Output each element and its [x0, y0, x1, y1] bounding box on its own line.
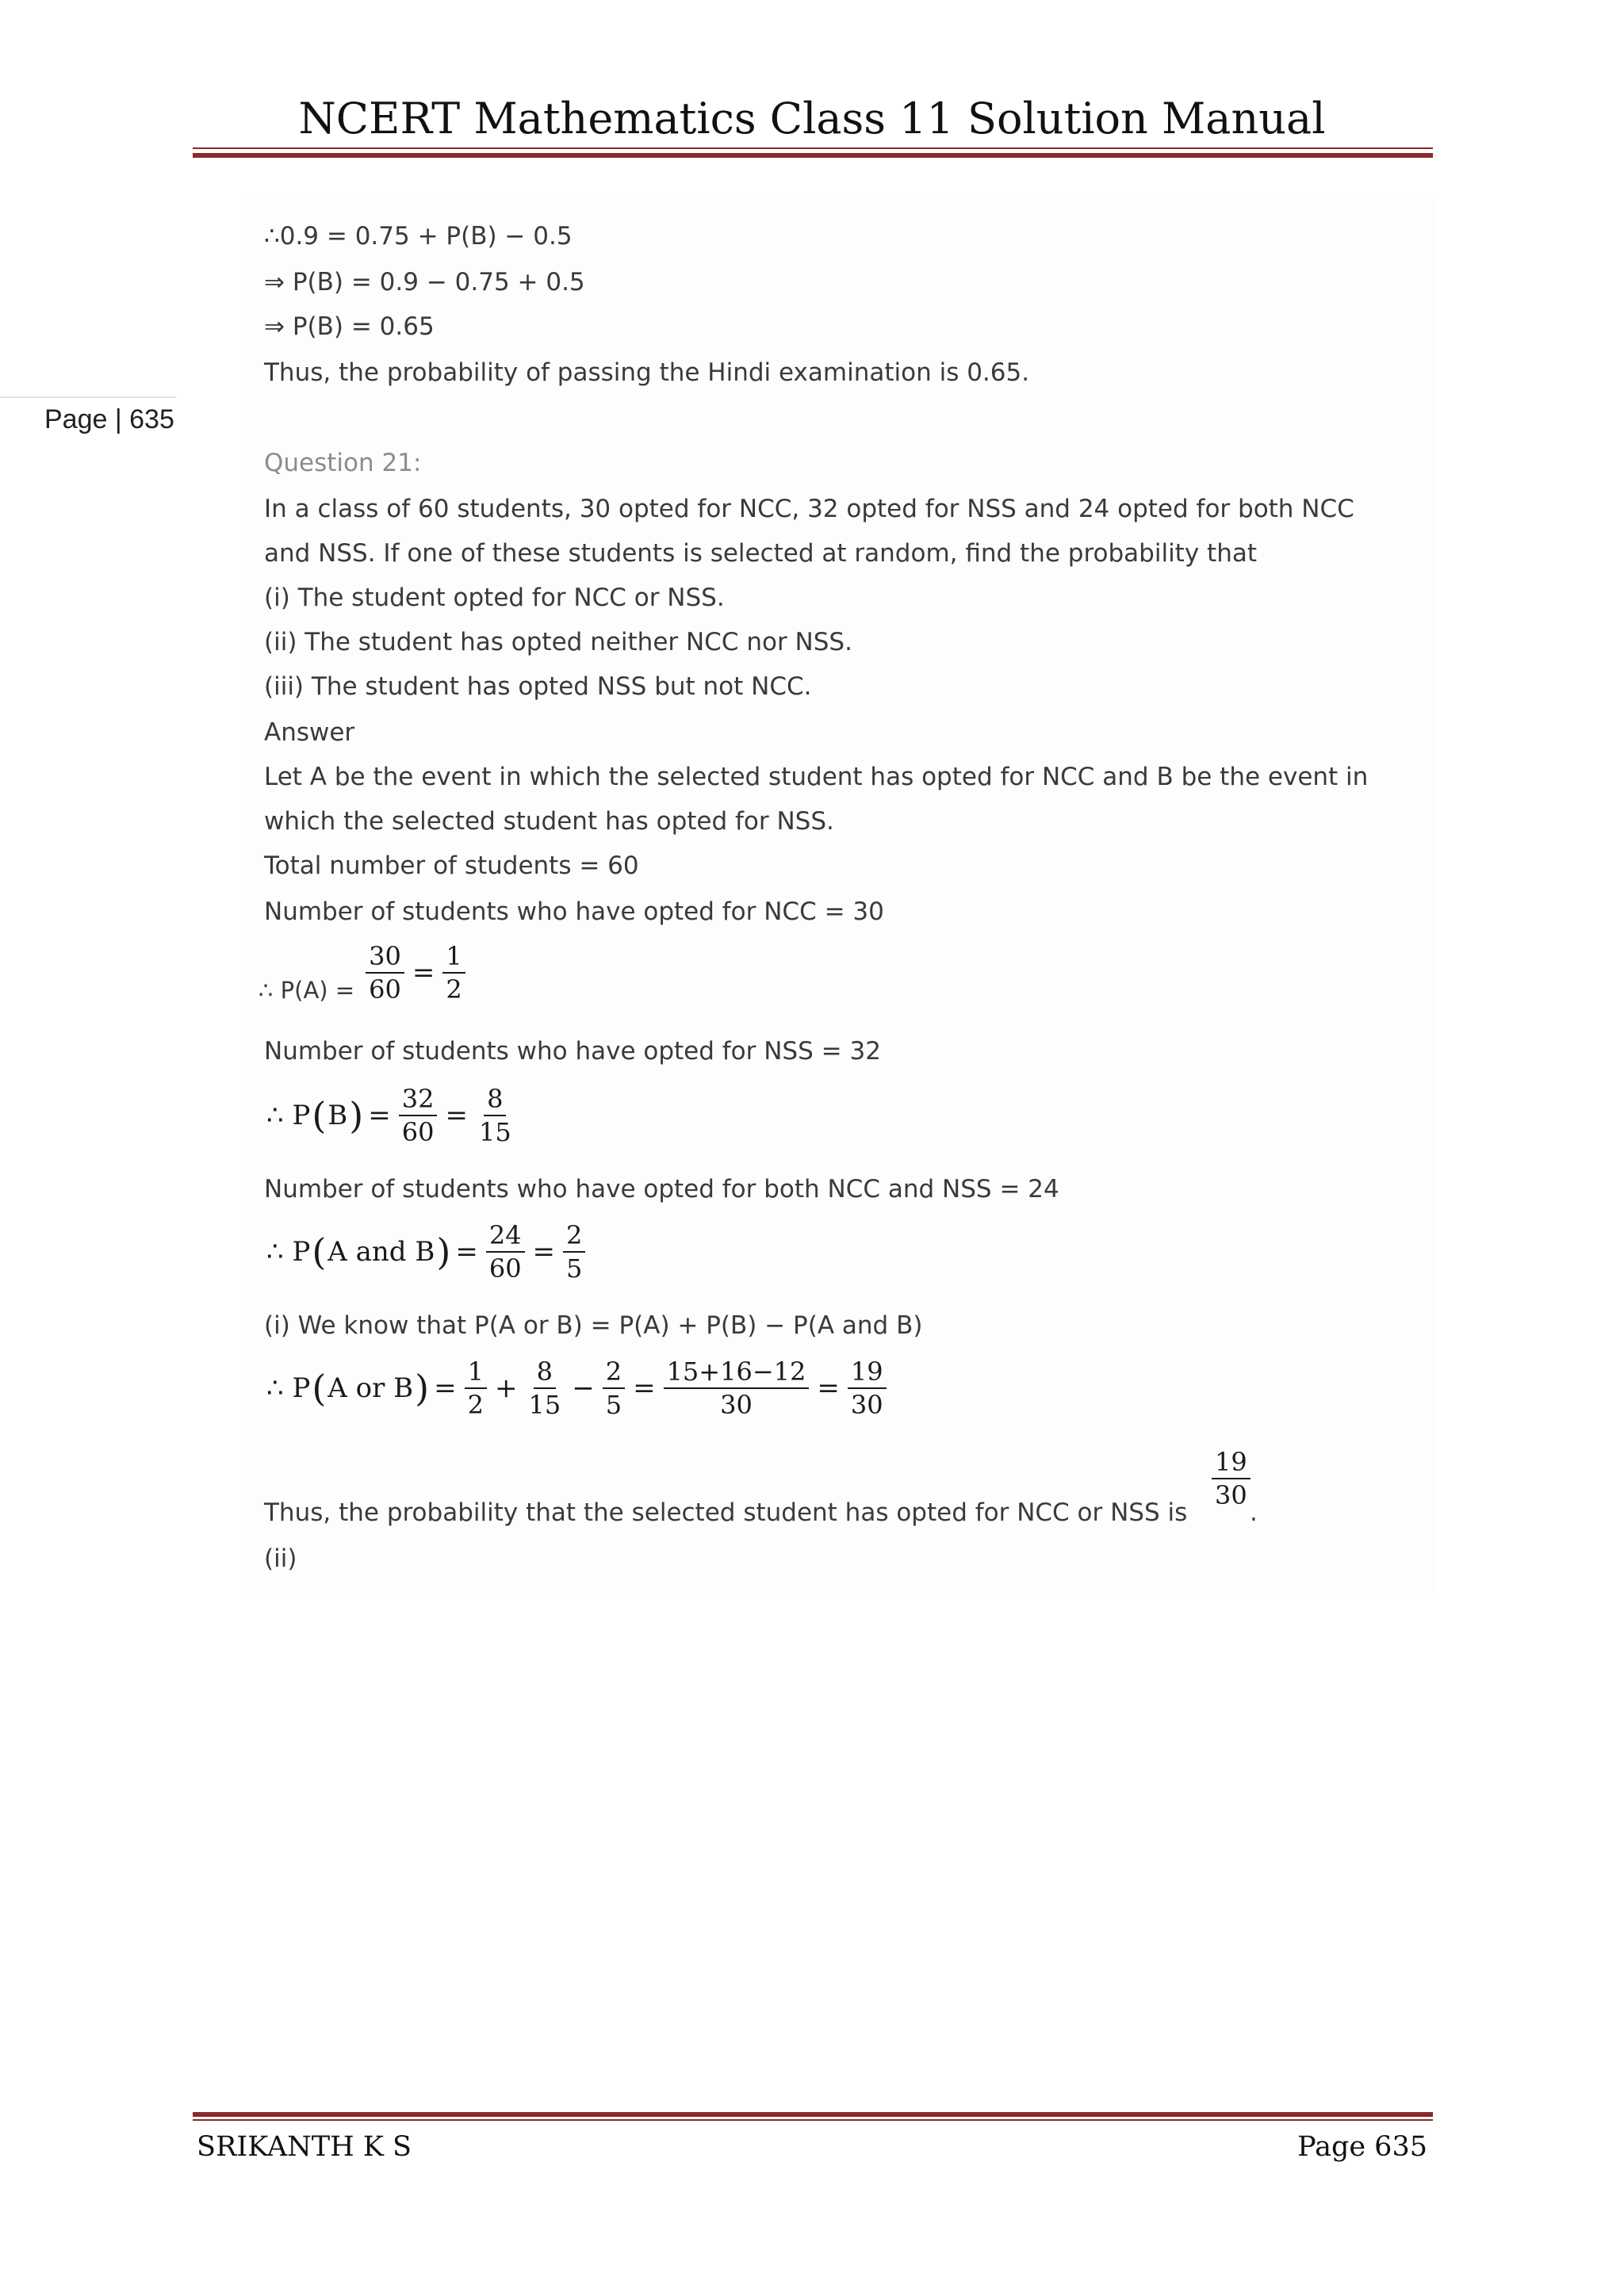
paorb-plus: + [494, 1372, 518, 1404]
answer-ncc-count: Number of students who have opted for NCC = 30 [264, 897, 884, 926]
pab-f1-num: 24 [486, 1219, 525, 1253]
final-num: 19 [1212, 1446, 1251, 1479]
pb-open-paren: ( [312, 1094, 327, 1137]
question-part-i: (i) The student opted for NCC or NSS. [264, 584, 725, 612]
paorb-f3-num: 2 [603, 1356, 625, 1389]
paorb-f5-den: 30 [850, 1390, 883, 1420]
side-page-number: Page | 635 [44, 404, 174, 434]
paorb-equals-1: = [434, 1372, 457, 1404]
step-line-2: ⇒ P(B) = 0.9 − 0.75 + 0.5 [264, 268, 585, 297]
pab-open-paren: ( [312, 1230, 327, 1273]
final-frac [1212, 1446, 1251, 1511]
paorb-open-paren: ( [312, 1367, 327, 1410]
question-part-iii: (iii) The student has opted NSS but not NCC. [264, 672, 812, 701]
pab-fraction-2 [563, 1219, 585, 1284]
answer-conclusion-period: . [1250, 1498, 1258, 1527]
pa-fraction-2 [442, 940, 465, 1005]
pb-equals-2: = [445, 1100, 468, 1131]
pb-f2-den: 15 [478, 1117, 511, 1147]
pab-f2-num: 2 [563, 1219, 585, 1253]
footer-author: SRIKANTH K S [197, 2131, 412, 2163]
step-line-1: ∴0.9 = 0.75 + P(B) − 0.5 [264, 222, 573, 251]
answer-part-ii-label: (ii) [264, 1544, 297, 1573]
pa-f1-num: 30 [366, 940, 404, 974]
step-conclusion: Thus, the probability of passing the Hindi examination is 0.65. [264, 358, 1030, 387]
paorb-lhs: ∴ P [266, 1372, 311, 1404]
question-text-1: In a class of 60 students, 30 opted for NCC, 32 opted for NSS and 24 opted for both NCC [264, 495, 1354, 523]
pb-lhs: ∴ P [266, 1100, 311, 1131]
pa-equals: = [412, 957, 435, 989]
pb-fraction-2 [476, 1083, 515, 1148]
pa-f1-den: 60 [369, 974, 401, 1004]
paorb-minus: − [572, 1372, 595, 1404]
pb-close-paren: ) [349, 1094, 364, 1137]
pab-equals-2: = [532, 1236, 556, 1268]
header-rule-thick [193, 153, 1433, 158]
equation-pab [266, 1219, 590, 1284]
paorb-f4-den: 30 [720, 1390, 753, 1420]
side-divider [0, 396, 176, 398]
pa-f2-den: 2 [446, 974, 462, 1004]
pab-f1-den: 60 [488, 1253, 522, 1284]
paorb-f5-num: 19 [848, 1356, 887, 1389]
paorb-fraction-4 [664, 1356, 810, 1421]
pab-f2-den: 5 [566, 1253, 583, 1284]
answer-formula: (i) We know that P(A or B) = P(A) + P(B) − P(A and B) [264, 1311, 923, 1340]
pb-var: B [327, 1100, 348, 1131]
paorb-f2-den: 15 [528, 1390, 561, 1420]
paorb-var: A or B [327, 1372, 414, 1404]
question-label: Question 21: [264, 449, 422, 477]
pab-equals-1: = [455, 1236, 478, 1268]
pab-var: A and B [327, 1236, 435, 1268]
answer-nss-count: Number of students who have opted for NSS = 32 [264, 1037, 881, 1066]
pa-lhs: ∴ P(A) = [259, 977, 355, 1004]
pb-equals-1: = [368, 1100, 391, 1131]
paorb-equals-3: = [817, 1372, 840, 1404]
footer-rule-thin [193, 2119, 1433, 2121]
header-rule-thin [193, 147, 1433, 149]
answer-total-students: Total number of students = 60 [264, 851, 639, 880]
paorb-f1-num: 1 [465, 1356, 487, 1389]
pab-close-paren: ) [436, 1230, 451, 1273]
answer-text-1: Let A be the event in which the selected student has opted for NCC and B be the event in [264, 763, 1369, 791]
answer-text-2: which the selected student has opted for NSS. [264, 807, 834, 836]
footer-page-number: Page 635 [1297, 2131, 1427, 2163]
pb-f1-num: 32 [399, 1083, 438, 1116]
paorb-fraction-5 [848, 1356, 887, 1421]
pa-fraction-1 [366, 940, 404, 1005]
paorb-fraction-1 [465, 1356, 487, 1421]
pab-lhs: ∴ P [266, 1236, 311, 1268]
question-part-ii: (ii) The student has opted neither NCC nor NSS. [264, 628, 852, 656]
answer-conclusion: Thus, the probability that the selected student has opted for NCC or NSS is [264, 1498, 1188, 1527]
pb-f2-num: 8 [484, 1083, 506, 1116]
equation-pb [266, 1083, 519, 1148]
equation-paorb [266, 1356, 891, 1421]
final-den: 30 [1215, 1480, 1247, 1510]
paorb-equals-2: = [633, 1372, 656, 1404]
paorb-close-paren: ) [415, 1367, 430, 1410]
answer-both-count: Number of students who have opted for both NCC and NSS = 24 [264, 1175, 1059, 1203]
paorb-f2-num: 8 [534, 1356, 556, 1389]
paorb-f3-den: 5 [605, 1390, 622, 1420]
pb-fraction-1 [399, 1083, 438, 1148]
paorb-f4-num: 15+16−12 [664, 1356, 810, 1389]
paorb-f1-den: 2 [467, 1390, 484, 1420]
answer-label: Answer [264, 718, 355, 747]
page-title: NCERT Mathematics Class 11 Solution Manual [298, 94, 1326, 144]
footer-rule-thick [193, 2112, 1433, 2117]
step-line-3: ⇒ P(B) = 0.65 [264, 312, 435, 341]
paorb-fraction-2 [525, 1356, 564, 1421]
equation-pa [259, 940, 470, 1005]
paorb-fraction-3 [603, 1356, 625, 1421]
question-text-2: and NSS. If one of these students is selected at random, find the probability that [264, 539, 1257, 568]
pa-f2-num: 1 [442, 940, 465, 974]
pb-f1-den: 60 [401, 1117, 435, 1147]
final-fraction [1207, 1446, 1255, 1511]
pab-fraction-1 [486, 1219, 525, 1284]
